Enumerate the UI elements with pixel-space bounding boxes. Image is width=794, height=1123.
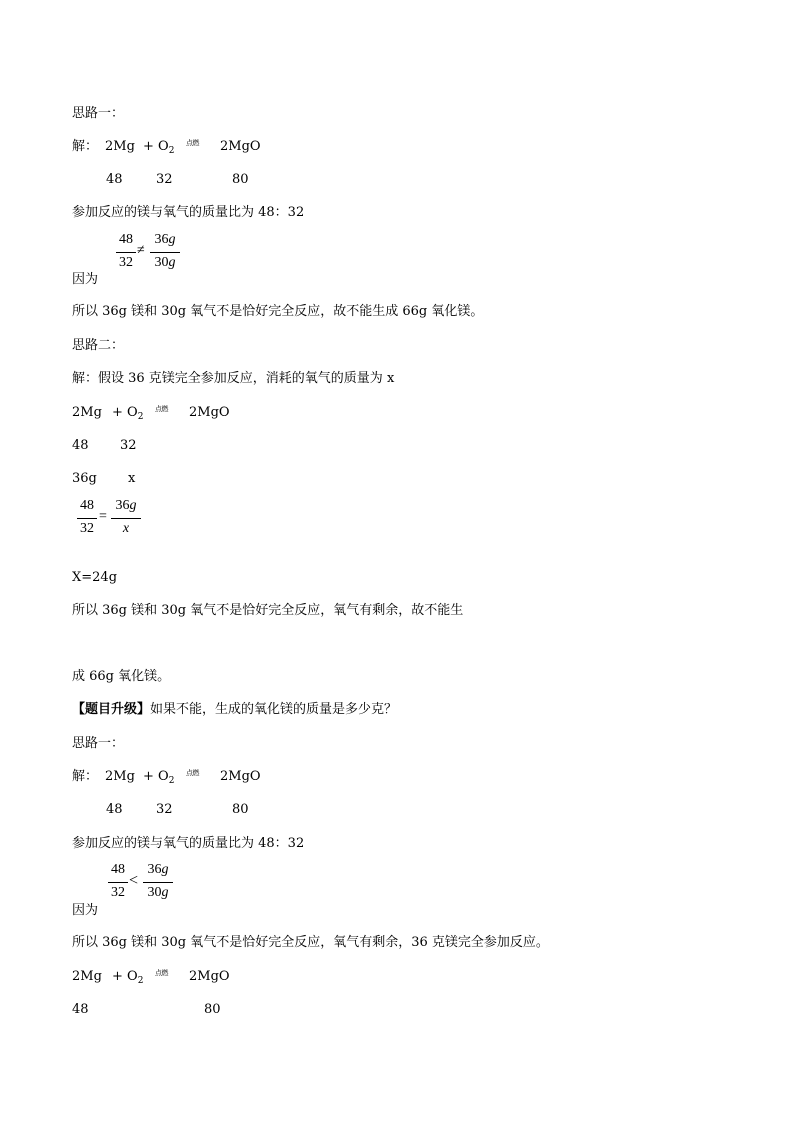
idea-one-heading: 思路一： — [72, 106, 125, 121]
upgrade-question — [72, 702, 397, 718]
fraction-48-32: 48 32 — [77, 498, 97, 540]
equation-o2: + $O_2$ — [143, 769, 175, 786]
mass-mg: 48 — [106, 802, 123, 817]
less-than-sign: < — [129, 872, 139, 889]
equation-mg: 2Mg — [72, 969, 102, 984]
fraction-48-32: 48 32 — [108, 862, 128, 904]
equation-mg: 2Mg — [105, 769, 135, 784]
not-equal-sign: ≠ — [137, 243, 145, 258]
mass-mgo: 80 — [232, 802, 249, 817]
mass-mgo: 80 — [204, 1002, 221, 1017]
equation-o2: + $O_2$ — [112, 405, 144, 422]
fraction-36g-x: 36g x — [111, 498, 141, 540]
mass-ratio-line: 参加反应的镁与氧气的质量比为 48：32 — [72, 836, 305, 851]
idea-one-heading: 思路一： — [72, 736, 125, 751]
solution-label: 解： — [72, 769, 99, 784]
equation-o2: + $O_2$ — [143, 139, 175, 156]
ignition-condition: 点燃 — [155, 969, 168, 977]
ignition-condition: 点燃 — [186, 769, 199, 777]
upgrade-text: 如果不能，生成的氧化镁的质量是多少克？ — [150, 702, 398, 717]
conclusion-3: 所以 36g 镁和 30g 氧气不是恰好完全反应，氧气有剩余，36 克镁完全参加反应。 — [72, 935, 549, 950]
because-label: 因为 — [72, 903, 99, 918]
given-mg: 36g — [72, 471, 97, 486]
upgrade-tag: 【题目升级】 — [72, 702, 151, 717]
because-label: 因为 — [72, 272, 99, 287]
solution-label: 解： — [72, 139, 99, 154]
conclusion-1: 所以 36g 镁和 30g 氧气不是恰好完全反应，故不能生成 66g 氧化镁。 — [72, 304, 484, 319]
mass-ratio-line: 参加反应的镁与氧气的质量比为 48：32 — [72, 205, 305, 220]
mass-mg: 48 — [72, 438, 89, 453]
equation-mgo: 2MgO — [189, 405, 230, 420]
ignition-condition: 点燃 — [155, 405, 168, 413]
mass-o2: 32 — [156, 802, 173, 817]
mass-o2: 32 — [120, 438, 137, 453]
equation-mg: 2Mg — [72, 405, 102, 420]
equation-mgo: 2MgO — [189, 969, 230, 984]
mass-mg: 48 — [72, 1002, 89, 1017]
equals-sign: = — [99, 509, 107, 524]
equation-mgo: 2MgO — [220, 139, 261, 154]
equation-mgo: 2MgO — [220, 769, 261, 784]
equation-o2: + $O_2$ — [112, 969, 144, 986]
unknown-x: x — [128, 471, 136, 486]
result-x: X=24g — [72, 570, 118, 585]
mass-mgo: 80 — [232, 172, 249, 187]
ignition-condition: 点燃 — [186, 139, 199, 147]
conclusion-2b: 成 66g 氧化镁。 — [72, 669, 171, 684]
fraction-36g-30g: 36g 30g — [150, 232, 180, 274]
assumption-line: 解：假设 36 克镁完全参加反应，消耗的氧气的质量为 x — [72, 371, 395, 386]
fraction-36g-30g: 36g 30g — [143, 862, 173, 904]
mass-mg: 48 — [106, 172, 123, 187]
equation-mg: 2Mg — [105, 139, 135, 154]
fraction-48-32: 48 32 — [116, 232, 136, 274]
conclusion-2a: 所以 36g 镁和 30g 氧气不是恰好完全反应，氧气有剩余，故不能生 — [72, 603, 464, 618]
idea-two-heading: 思路二： — [72, 338, 125, 353]
mass-o2: 32 — [156, 172, 173, 187]
